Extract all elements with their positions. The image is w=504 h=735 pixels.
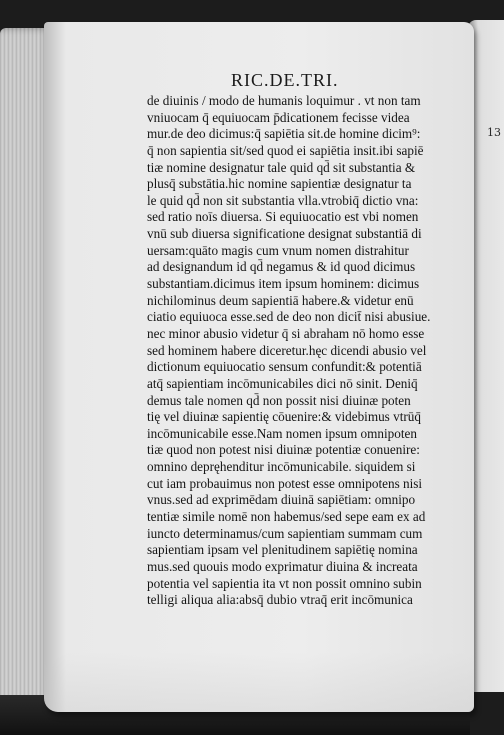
text-line: tiæ quod non potest nisi diuinæ potentiæ conuenire: (147, 442, 420, 458)
text-line: ciatio equiuoca esse.sed de deo non dicit̄ nisi abusiue. (147, 309, 431, 325)
body-text (147, 93, 450, 609)
text-line: vniuocam q̄ equiuocam p̄dicationem fecisse videa (147, 109, 410, 125)
text-line: tiæ nomine designatur tale quid qd̄ sit substantia & (147, 159, 416, 175)
text-line: vnus.sed ad exprimēdam diuinā sapiētiam: omnipo (147, 492, 416, 508)
next-page-folio: 13 (487, 126, 501, 139)
text-line: mus.sed quouis modo exprimatur diuina & increata (147, 558, 418, 574)
text-line: vnū sub diuersa significatione designat substantiā di (147, 226, 422, 242)
text-line: potentia vel sapientia ita vt non possit omnino subin (147, 575, 422, 591)
text-line: substantiam.dicimus item ipsum hominem: dicimus (147, 276, 420, 292)
text-line: sed hominem habere diceretur.hęc dicendi abusio vel (147, 342, 427, 358)
running-head: RIC.DE.TRI. (231, 70, 339, 90)
text-line: sed ratio noīs diuersa. Si equiuocatio est vbi nomen (147, 209, 419, 225)
text-line: tentiæ simile nomē non habemus/sed sepe eam ex ad (147, 509, 426, 525)
text-line: de diuinis / modo de humanis loquimur . vt non tam (147, 93, 421, 108)
text-line: incōmunicabile esse.Nam nomen ipsum omnipoten (147, 425, 417, 441)
text-line: ad designandum id qd̄ negamus & id quod dicimus (147, 259, 416, 275)
text-line: le quid qd̄ non sit substantia vlla.vtrobiq̄ dictio vna: (147, 192, 419, 208)
text-line: nec minor abusio videtur q̄ si abraham nō homo esse (147, 325, 425, 341)
text-line: sapientiam ipsam vel plenitudinem sapiētię nomina (147, 542, 418, 558)
text-line: q̄ non sapientia sit/sed quod ei sapiētia insit.ibi sapiē (147, 142, 424, 158)
text-line: demus tale nomen qd̄ non possit nisi diuinæ poten (147, 392, 411, 408)
text-line: iuncto determinamus/cum sapientiam summam cum (147, 525, 423, 541)
text-line: nichilominus deum sapientiā habere.& videtur enū (147, 292, 414, 308)
text-line: cut iam probauimus non potest esse omnipotens nisi (147, 475, 423, 491)
text-line: dictionum equiuocatio sensum confundit:& potentiā (147, 359, 422, 375)
text-line: tię vel diuinæ sapientię cōuenire:& videbimus vtrūq̄ (147, 409, 421, 425)
text-line: mur.de deo dicimus:q̄ sapiētia sit.de homine dicim⁹: (147, 126, 421, 142)
text-line: atq̄ sapientiam incōmunicabiles dici nō sinit. Deniq̄ (147, 375, 418, 391)
text-line: omnino depręhenditur incōmunicabile. siquidem si (147, 459, 416, 475)
text-line: plusq̄ substātia.hic nomine sapientiæ designatur ta (147, 176, 412, 192)
text-line: telligi aliqua alia:absq̄ dubio vtraq̄ erit incōmunica (147, 592, 413, 608)
text-line: uersam:quāto magis cum vnum nomen distrahitur (147, 242, 409, 258)
